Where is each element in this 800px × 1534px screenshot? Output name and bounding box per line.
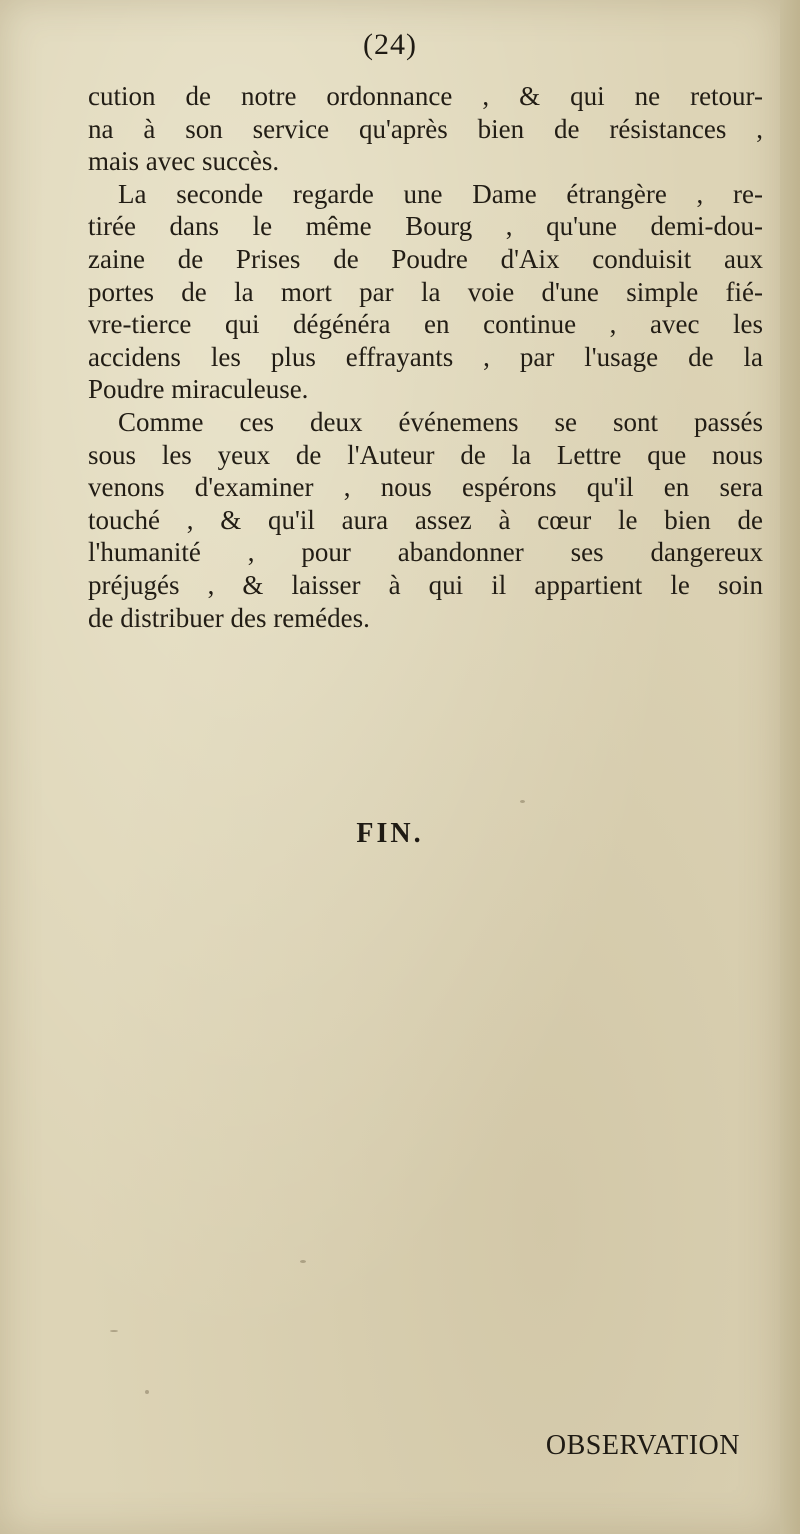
- text-line: de distribuer des remédes.: [88, 602, 370, 633]
- end-mark: FIN.: [356, 818, 424, 849]
- text-line: cution de notre ordonnance , & qui ne retour-: [88, 81, 763, 111]
- text-line: tirée dans le même Bourg , qu'une demi-dou-: [88, 211, 763, 242]
- catchword: OBSERVATION: [545, 1430, 740, 1461]
- page-edge: [780, 0, 800, 1534]
- text-line: Poudre miraculeuse.: [88, 374, 309, 405]
- page-header: [0, 28, 780, 62]
- text-line: l'humanité , pour abandonner ses dangereux: [88, 537, 763, 568]
- text-line: La seconde regarde une Dame étrangère , re-: [118, 178, 763, 209]
- text-line: touché , & qu'il aura assez à cœur le bien de: [88, 504, 763, 535]
- text-line: zaine de Prises de Poudre d'Aix conduisit aux: [88, 243, 763, 274]
- paper-speck: [145, 1390, 149, 1394]
- text-line: portes de la mort par la voie d'une simple fié-: [88, 276, 763, 307]
- text-line: préjugés , & laisser à qui il appartient le soin: [88, 569, 763, 600]
- text-line: vre-tierce qui dégénéra en continue , avec les: [88, 309, 763, 340]
- text-line: na à son service qu'après bien de résistances ,: [88, 113, 763, 144]
- paper-speck: [110, 1330, 118, 1332]
- text-line: accidens les plus effrayants , par l'usage de la: [88, 341, 763, 372]
- paper-speck: [300, 1260, 306, 1263]
- text-line: mais avec succès.: [88, 146, 280, 177]
- text-line: Comme ces deux événemens se sont passés: [118, 406, 763, 437]
- page-number: (24): [363, 28, 417, 61]
- text-line: venons d'examiner , nous espérons qu'il en sera: [88, 472, 763, 503]
- body-text: [88, 80, 763, 634]
- paper-speck: [520, 800, 525, 803]
- text-line: sous les yeux de l'Auteur de la Lettre que nous: [88, 439, 763, 470]
